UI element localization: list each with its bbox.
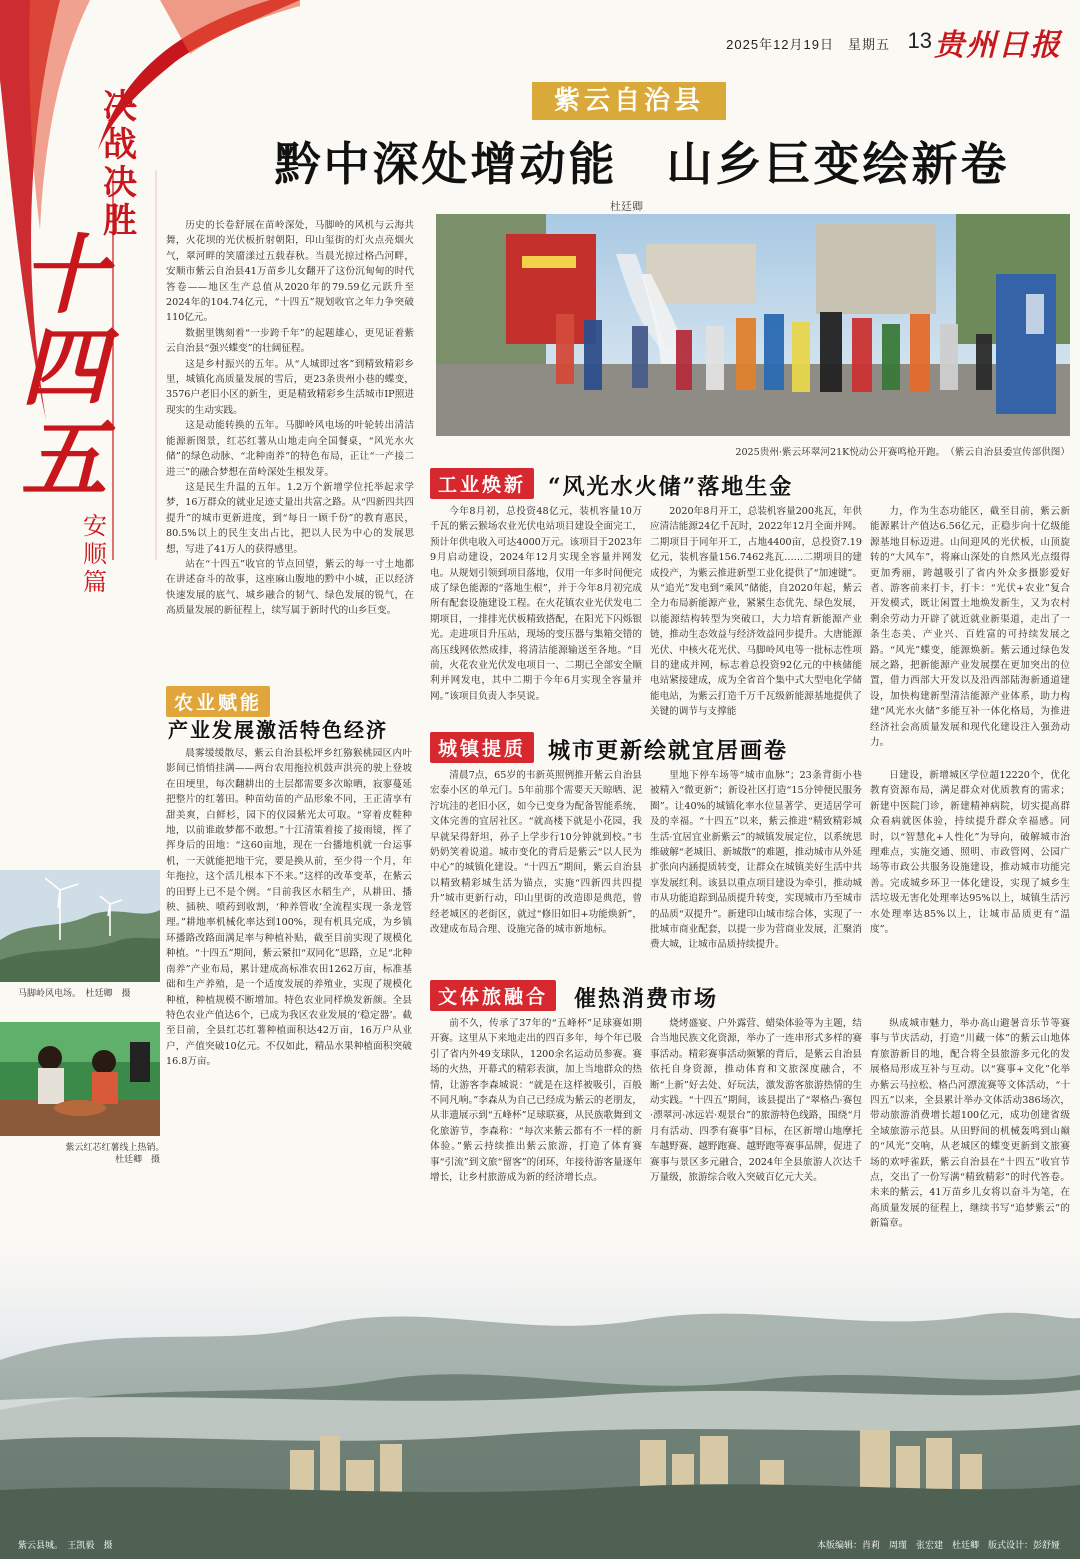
industry-column-2: 2020年8月开工，总装机容量200兆瓦，年供应清洁能源24亿千瓦时，2022年12月全面并网。二期项目于同年开工，占地4400亩，总投资7.19亿元，装机容量156.7462兆瓦……二期项目的建成投产，为紫云推进新型工业化提供了“加速键”。从“追光”发电到“乘风”储能，自2020年起，紫云全力布局新能源产业，紧紧生态优先、绿色发展，以能源结构转型为突破口，大力培育新能源产业链，推动生态效益与经济效益同步提升。大唐能源光伏、中核火花光伏、马脚岭风电等一批标志性项目的建成并网，标志着总投资92亿元的中核储能电站紧接建成，成为全省首个集中式大型电化学储能电站，为紫云打造千万千瓦级新能源基地提供了关键的调节与支撑能 [650, 506, 862, 718]
region-tag: 紫云自治县 [532, 82, 726, 120]
county-panorama-photo [0, 1240, 1080, 1559]
culture-column-3: 纵成城市魅力，举办高山避暑音乐节等赛事与节庆活动，打造“川藏一体”的紫云山地体育旅游新目的地，配合将全县旅游多元化的发展格局形成互补与互动。以“赛事+文化”化举办紫云马拉松、格凸河漂流赛等文体活动，“十四五”以来，全县累计举办文体活动386场次，带动旅游消费增长超100亿元，成功创建省级全域旅游示范县。从田野间的机械轰鸣到山巅的“风光”交响，从老城区的蝶变更新到文旅赛场的欢呼雀跃，紫云自治县在“十四五”收官节点，交出了一份写满“精致精彩”的时代答卷。未来的紫云，41万苗乡儿女将以奋斗为笔，在高质量发展的征程上，继续书写“追梦紫云”的新篇章。 [870, 1018, 1070, 1230]
intro-paragraph: 历史的长卷舒展在苗岭深处，马脚岭的风机与云海共舞，火花坝的光伏板折射朝阳，印山玺街的灯火点亮烟火气，翠河畔的笑靥漾过五载春秋。当晨光掠过格凸河畔，安顺市紫云自治县41万苗乡儿女翻开了这份沉甸甸的时代答卷——地区生产总值从2020年的79.59亿元跃升至2024年的104.74亿元，“十四五”规划收官之年力争突破110亿元。 [166, 220, 414, 324]
wind-farm-photo [0, 870, 160, 982]
editor-credits: 本版编辑：肖莉 周瑾 张宏建 杜廷卿 版式设计：彭舒娅 [816, 1541, 1060, 1551]
culture-column-1: 前不久，传承了37年的“五峰杯”足球赛如期开赛。这里从下来地走出的四百多年，每个年已吸引了省内外49支球队，1200余名运动员参赛。赛场的火热，开幕式的精彩表演，加上当地群众的热情，让游客李森城说：“就是在这样被吸引，百般不同凡响。”李森从为自己已经成为紫云的老朋友，从非遗展示到“五峰杯”足球联赛，从民族歌舞到文化旅游节，李森称：“每次来紫云都有不一样的新体验。”紫云持续推出紫云旅游，打造了体育赛事“引流”到文旅“留客”的闭环，年接待游客量逐年增长，让乡村旅游成为新的经济增长点。 [430, 1018, 642, 1184]
industry-column-1: 今年8月初，总投资48亿元，装机容量10万千瓦的紫云猴场农业光伏电站项目建设全面完工，预计年供电收入可达4000万元。该项目于2023年9月启动建设，2024年12月实现全容量并网发电。从规划引领到项目落地，仅用一年多时间便完成了绿色能源的“落地生根”，并于今年8月初完成所有配套设施建设工程。在火花镇农业光伏发电二期项目，一排排光伏板精致搭配，在阳光下闪烁银光。走进项目升压站，现场的变压器与集箱交错的高压线网依然成排，将清洁能源输送至各地。“目前，火花农业光伏发电项目一、二期已全部安全顺利并网发电，其中二期于今年6月实现全容量并网。”该项目负责人李昊说。 [430, 506, 642, 702]
section-title-industry: “风光水火储”落地生金 [548, 474, 794, 500]
marathon-photo-caption: 2025贵州·紫云环翠河21K悦动公开赛鸣枪开跑。 （紫云自治县委宣传部供图） [735, 447, 1070, 458]
urban-column-3: 日建设，新增城区学位超12220个，优化教育资源布局，满足群众对优质教育的需求；新建中医院门诊，新建精神病院，切实提高群众看病就医体验，持续提升群众幸福感。同时，以“智慧化+人性化”为导向，破解城市治理难点，实施交通、照明、市政管网、公园广场等市政公共服务设施建设，推动城市功能完善。完成城乡环卫一体化建设，实现了城乡生活垃圾无害化处理率达95%以上，城镇生活污水处理率达85%以上，让城市品质更有“温度”。 [870, 770, 1070, 936]
urban-column-2: 里地下停车场等“城市血脉”；23条背街小巷被精入“微更新”；新设社区打造“15分钟便民服务圈”。让40%的城镇化率水位显著学、更适居学可及的幸福。“十四五”以来，紫云推进“精致精彩城生活·宜居宜业新紫云”的城镇发展定位，以系统思维破解“老城旧、新城散”的难题，推动城市从外延扩张向内涵提质转变，让群众在城镇美好生活中共享发展红利。该县以重点项目建设为牵引，推动城市从功能追踪到品质提升转变，实现城市乃至城市的品质“双提升”。新建印山城市综合体，实现了一批城市商业配套，以提一步为营商业发展，汇聚消费大城，让城市品质持续提升。 [650, 770, 862, 951]
banner-anshun-chapter: 安顺篇 [83, 512, 107, 596]
marathon-photo [436, 214, 1070, 436]
culture-column-2: 烧烤盛宴、户外露营、蜡染体验等为主题，结合当地民族文化资源，举办了一连串形式多样的赛事活动。精彩赛事活动频繁的背后，是紫云自治县依托自身资源，推动体育和文旅深度融合，不断“上新”好去处、好玩法，激发游客旅游热情的生动实践。“十四五”期间，该县提出了“翠格凸·赛包·漂翠河·冰远岩·观景台”的旅游特色线路，围绕“月月有活动、四季有赛事”目标，在区新增山地摩托车越野赛、越野跑赛、越野跑等赛事品牌，促进了赛事与景区多元融合，2024年全县旅游人次达千万量级，旅游综合收入突破百亿元大关。 [650, 1018, 862, 1184]
wind-photo-caption: 马脚岭风电场。 杜廷卿 摄 [18, 989, 131, 999]
intro-text [166, 218, 414, 648]
section-title-culture: 催热消费市场 [574, 986, 719, 1012]
banner-slogan: 决战决胜 [103, 87, 137, 241]
intro-paragraph: 这是乡村振兴的五年。从“人城即过客”到精致精彩乡里，城镇化高质量发展的雪后，更23条贵州小巷的蝶变，3576户老旧小区的新生，更是精致精彩乡生活城市IP照进现实的生动实践。 [166, 358, 414, 416]
intro-paragraph: 这是民生升温的五年。1.2万个新增学位托举起求学梦，16万群众的就业足迹丈量出共富之路。从“四新四共四提升”的城市更新进度，到“每日一顾千份”的教育惠民，80.5%以上的民生支出占比，把以人民为中心的发展思想，写进了41万人的获得感里。 [166, 481, 414, 555]
page-number: 13 [907, 28, 932, 53]
newspaper-name: 贵州日报 [934, 28, 1062, 63]
issue-date: 2025年12月19日 星期五 [726, 37, 890, 52]
intro-paragraph: 这是动能转换的五年。马脚岭风电场的叶轮转出清洁能源新图景，红芯红薯从山地走向全国餐桌，“风光水火储”的绿色动脉、“北种南养”的特色布局，正让“一产接二进三”的融合梦想在苗岭深处生根发芽。 [166, 420, 414, 478]
headline: 黔中深处增动能 山乡巨变绘新卷 [274, 137, 1010, 191]
byline: 杜廷卿 [610, 200, 643, 213]
section-tag-agriculture: 农业赋能 [166, 686, 270, 717]
panorama-photo-caption: 紫云县城。 王凯毅 摄 [18, 1541, 113, 1551]
section-title-agriculture: 产业发展激活特色经济 [168, 718, 388, 742]
urban-column-1: 清晨7点，65岁的韦新英照例推开紫云自治县宏泰小区的单元门。5年前那个需要天天晾晒、泥泞坑洼的老旧小区，如今已变身为配备智能系统、文体完善的宜居社区。“就高楼下就是小花园，我早就呆得舒坦，孙子上学步行10分钟就到校。”韦奶奶笑着说道。城市变化的背后是紫云“以人民为中心”的城镇化建设。“十四五”期间，紫云自治县以精致精彩城生活为锚点，实施“四新四共四提升”城市更新行动，印山里街的改造即是典范，曾经老城区的老街区，就过“修旧如旧+功能焕新”，改建成布局合理、设施完备的城市新地标。 [430, 770, 642, 936]
section-tag-industry: 工业焕新 [430, 468, 534, 499]
section-title-urban: 城市更新绘就宜居画卷 [548, 738, 789, 764]
banner-fourteen-five: 十四五 [21, 225, 107, 510]
section-tag-urban: 城镇提质 [430, 732, 534, 763]
livestream-photo-caption: 紫云红芯红薯线上热销。 杜廷卿 摄 [65, 1143, 170, 1165]
livestream-photo [0, 1022, 160, 1136]
agriculture-column-1: 晨雾缓缓散尽，紫云自治县松坪乡红猕猴桃园区内叶影间已悄悄挂满——两台农用拖拉机鼓声洪亮的驶上登坡在田埂里，每次翻耕出的土层都需要多次晾晒，寂寥蔓延把整片的红薯田。种苗幼苗的产品形象不同，王正清享有甜美爽，白鲜杉，园下的仪园紫光太可取。“穿着皮鞋种地，以前谁敢梦都不敢想。”十江清策着接了接雨镜，挥了挥身后的田地：“这60亩地，现在一台播地机就一台运事机，一天就能把地干完，要是换从前，至少得一个月，年年拖拉，这个活儿根本下不来。”这样的改革变革，在紫云的田野上已不是个例。“目前我区水稻生产，从耕田、播秧、插秧、喷药到收割，‘种养管收’全流程实现一条龙管理。”耕地率机械化率达到100%，现有机具完成，为乡镇环播路改路面满足率与种植补贴，截至目前实现了规模化种植。“十四五”期间，紫云紧扣“双同化”思路，立足“北种南养”产业布局，累计建成高标准农田1262万亩，标准基础和生产养殖，是一个适度发展的养殖业，实现了规模化种植，种植规模不断增加。特色农业同样焕发新颜。全县特色农业产值达6个，已成为我区农业发展的‘稳定器’。截至目前，全县红芯红薯种植面积达42万亩，16万户从业户，产值突破10亿元。不仅如此，精品水果种植面积突破16.8万亩。 [166, 748, 412, 1068]
intro-paragraph: 站在“十四五”收官的节点回望，紫云的每一寸土地都在讲述奋斗的故事，这座麻山腹地的黔中小城，正以经济快速发展的底气、城乡融合的韧气、绿色发展的锐气，在高质量发展的新征程上，续写属于新时代的山乡巨变。 [166, 558, 414, 617]
intro-paragraph: 数据里镌刻着“一步跨千年”的起题雄心，更见证着紫云自治县“强兴蝶变”的壮阔征程。 [166, 327, 414, 355]
section-tag-culture: 文体旅融合 [430, 980, 556, 1011]
industry-column-3: 力，作为生态功能区，截至目前，紫云新能源累计产值达6.56亿元，正稳步向十亿级能源基地目标迈进。山间迎风的光伏板，山顶旋转的“大风车”，将麻山深处的自然风光点缀得更加秀丽，跨越吸引了省内外众多摄影爱好者、游客前来打卡，打卡：“光伏+农业”复合开发模式，既让闲置土地焕发新生，又为农村剩余劳动力开辟了就近就业新渠道，走出了一条生态美、产业兴、百姓富的可持续发展之路。“风光”蝶变，能源焕新。紫云通过绿色发展之路，把新能源产业发展摆在更加突出的位置，借力西部大开发以及沿西部陆海新通道建设，加快构建新型清洁能源产业体系，助力构建“风光水火储”多能互补一体化格局，为推进经济社会高质量发展和现代化建设注入强劲动力。 [870, 506, 1070, 749]
